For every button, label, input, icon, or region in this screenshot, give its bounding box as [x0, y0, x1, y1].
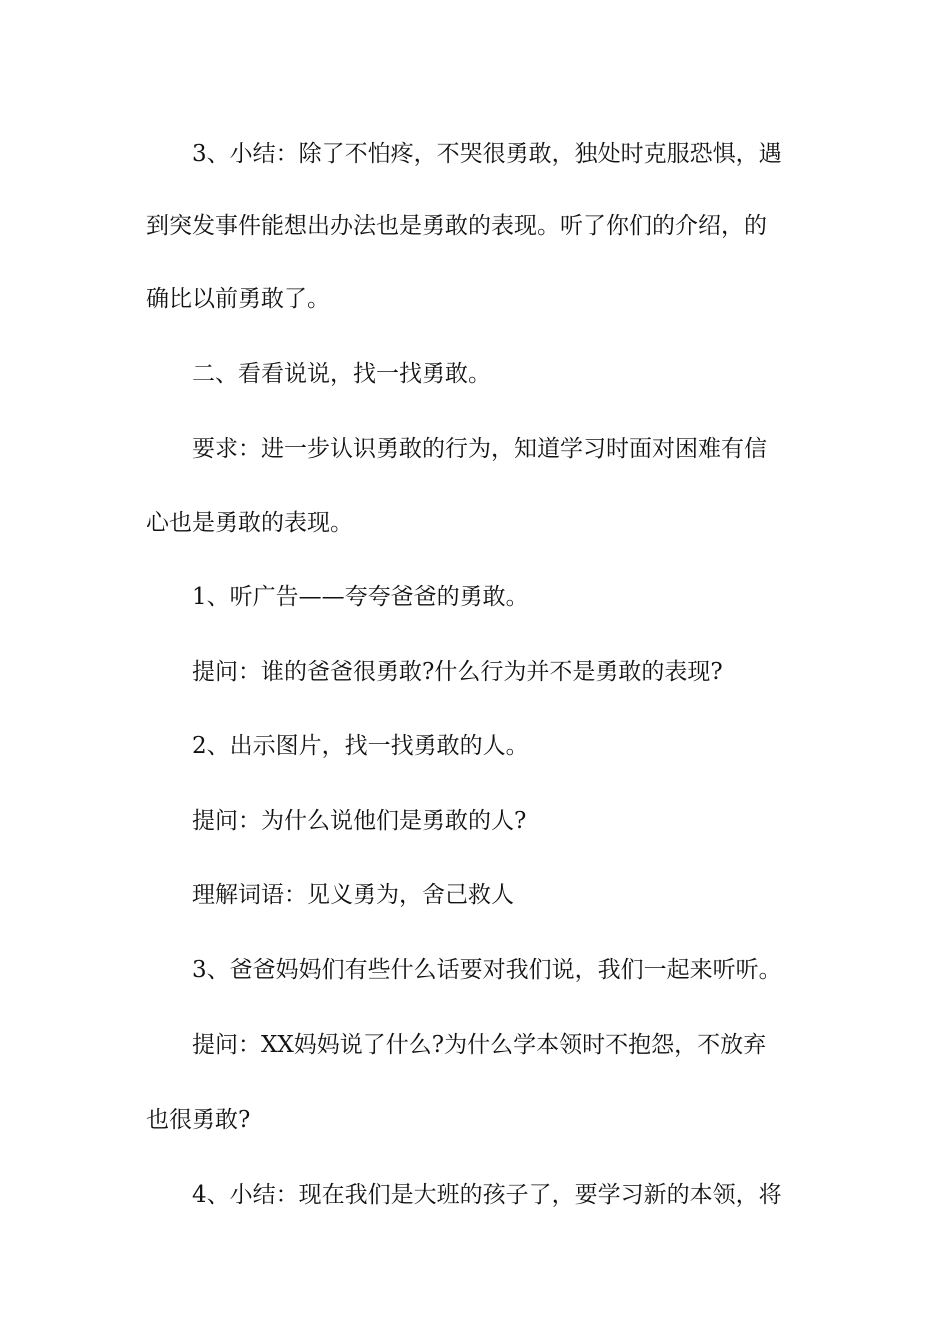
paragraph-line: 2、出示图片，找一找勇敢的人。 — [192, 733, 529, 759]
paragraph-line: 1、听广告——夸夸爸爸的勇敢。 — [192, 584, 529, 610]
paragraph-line: 要求：进一步认识勇敢的行为，知道学习时面对困难有信 — [192, 436, 767, 462]
section-heading: 二、看看说说，找一找勇敢。 — [192, 361, 491, 387]
paragraph-line: 也很勇敢? — [146, 1107, 251, 1133]
paragraph-line: 3、爸爸妈妈们有些什么话要对我们说，我们一起来听听。 — [192, 957, 782, 983]
paragraph-line: 理解词语：见义勇为，舍己救人 — [192, 882, 514, 908]
paragraph-line: 心也是勇敢的表现。 — [146, 510, 353, 536]
paragraph-line: 3、小结：除了不怕疼，不哭很勇敢，独处时克服恐惧，遇 — [192, 141, 782, 167]
paragraph-line: 提问：谁的爸爸很勇敢?什么行为并不是勇敢的表现? — [192, 659, 723, 685]
paragraph-line: 提问：XX妈妈说了什么?为什么学本领时不抱怨，不放弃 — [192, 1032, 767, 1058]
paragraph-line: 到突发事件能想出办法也是勇敢的表现。听了你们的介绍，的 — [146, 213, 767, 239]
paragraph-line: 提问：为什么说他们是勇敢的人? — [192, 808, 527, 834]
paragraph-line: 4、小结：现在我们是大班的孩子了，要学习新的本领，将 — [192, 1182, 782, 1208]
paragraph-line: 确比以前勇敢了。 — [146, 286, 330, 312]
